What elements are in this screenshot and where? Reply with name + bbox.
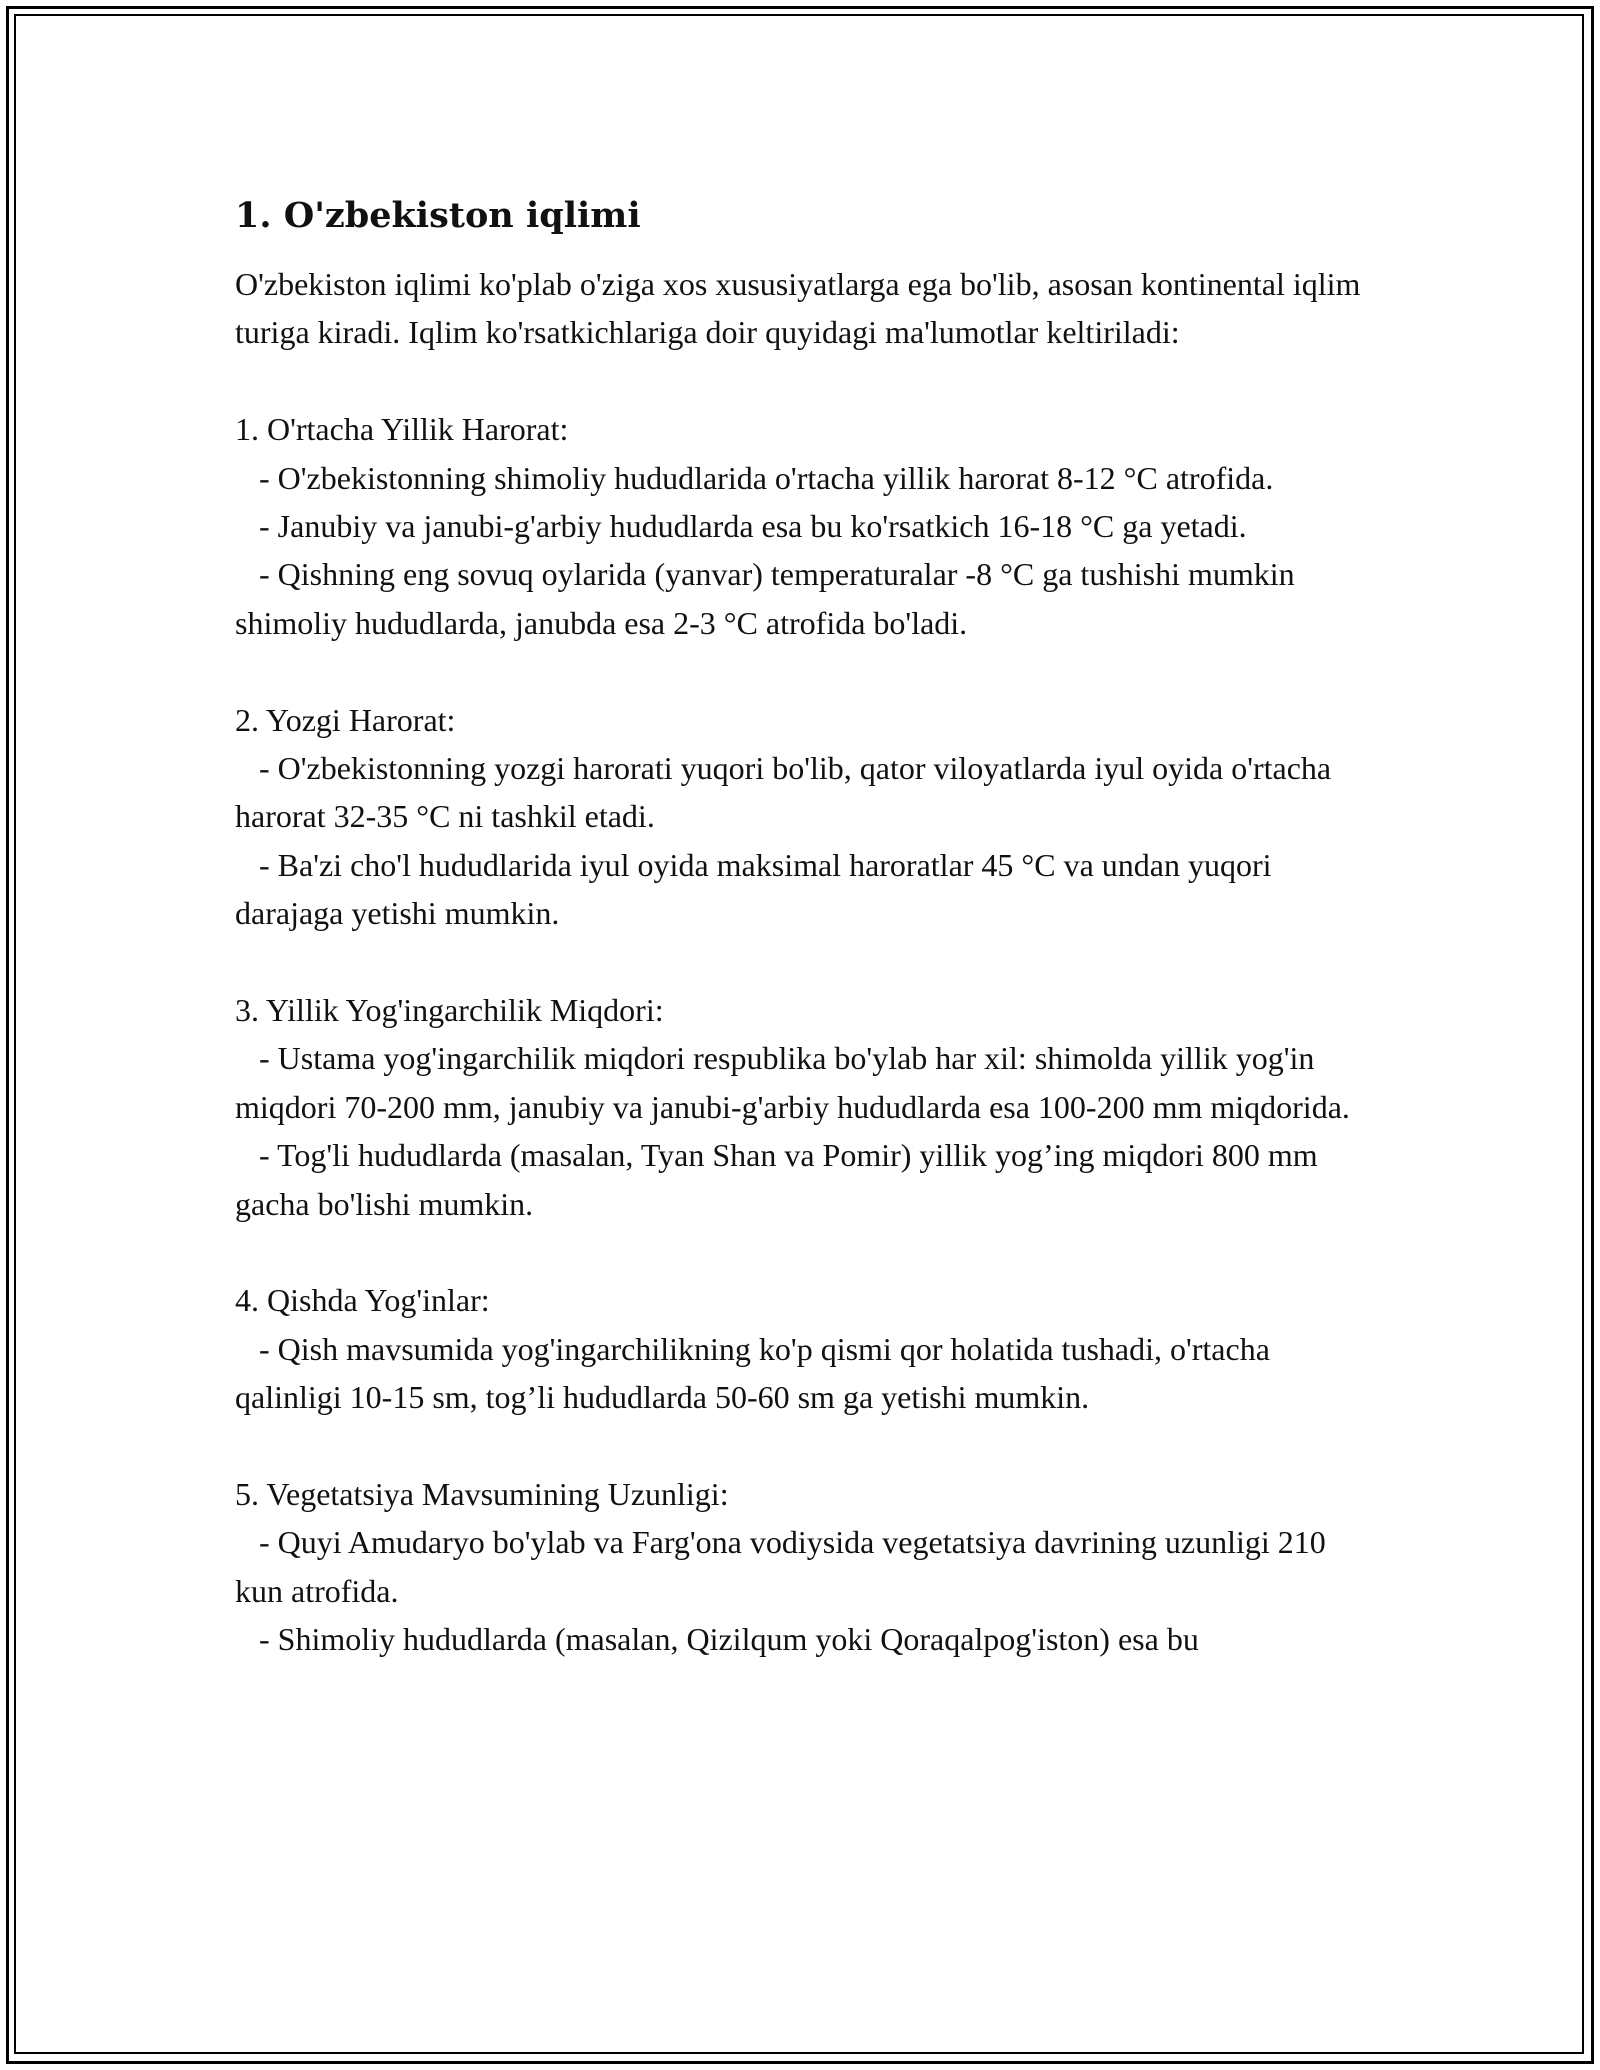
document-body: [235, 188, 1365, 1664]
list-item: - Ustama yog'ingarchilik miqdori respublika bo'ylab har xil: shimolda yillik yog'in miqdori 70-200 mm, janubiy va janubi-g'arbiy hududlarda esa 100-200 mm miqdorida.: [235, 1040, 1350, 1125]
intro-paragraph: O'zbekiston iqlimi ko'plab o'ziga xos xususiyatlarga ega bo'lib, asosan kontinental iqlim turiga kiradi. Iqlim ko'rsatkichlariga doir quyidagi ma'lumotlar keltiriladi:: [235, 266, 1361, 351]
list-item: - O'zbekistonning shimoliy hududlarida o'rtacha yillik harorat 8-12 °C atrofida.: [259, 459, 1274, 496]
list-item: - Shimoliy hududlarda (masalan, Qizilqum yoki Qoraqalpog'iston) esa bu: [259, 1621, 1199, 1658]
list-item: - O'zbekistonning yozgi harorati yuqori bo'lib, qator viloyatlarda iyul oyida o'rtacha harorat 32-35 °C ni tashkil etadi.: [235, 750, 1332, 835]
section-heading: 1. O'rtacha Yillik Harorat:: [235, 411, 569, 448]
section-spacer: [235, 938, 1365, 986]
section-spacer: [235, 1228, 1365, 1276]
list-item: - Qishning eng sovuq oylarida (yanvar) temperaturalar -8 °C ga tushishi mumkin shimoliy hududlarda, janubda esa 2-3 °C atrofida bo'ladi.: [235, 556, 1295, 641]
section-average-temperature: [235, 405, 1365, 647]
list-item: - Quyi Amudaryo bo'ylab va Farg'ona vodiysida vegetatsiya davrining uzunligi 210 kun atrofida.: [235, 1524, 1326, 1609]
section-heading: 4. Qishda Yog'inlar:: [235, 1282, 490, 1319]
section-spacer: [235, 1422, 1365, 1470]
list-item: - Janubiy va janubi-g'arbiy hududlarda esa bu ko'rsatkich 16-18 °C ga yetadi.: [259, 508, 1247, 545]
section-growing-season: [235, 1470, 1365, 1664]
section-spacer: [235, 647, 1365, 695]
list-item: - Ba'zi cho'l hududlarida iyul oyida maksimal haroratlar 45 °C va undan yuqori darajaga yetishi mumkin.: [235, 846, 1272, 932]
document-title: 1. O'zbekiston iqlimi: [235, 195, 641, 236]
section-spacer: [235, 357, 1365, 405]
section-heading: 2. Yozgi Harorat:: [235, 701, 456, 738]
section-annual-precipitation: [235, 986, 1365, 1228]
section-heading: 5. Vegetatsiya Mavsumining Uzunligi:: [235, 1476, 729, 1513]
section-winter-precipitation: [235, 1276, 1365, 1421]
list-item: - Tog'li hududlarda (masalan, Tyan Shan va Pomir) yillik yog’ing miqdori 800 mm gacha bo'lishi mumkin.: [235, 1137, 1318, 1222]
section-heading: 3. Yillik Yog'ingarchilik Miqdori:: [235, 992, 664, 1029]
list-item: - Qish mavsumida yog'ingarchilikning ko'p qismi qor holatida tushadi, o'rtacha qalinligi 10-15 sm, tog’li hududlarda 50-60 sm ga yetishi mumkin.: [235, 1330, 1270, 1416]
section-summer-temperature: [235, 696, 1365, 938]
